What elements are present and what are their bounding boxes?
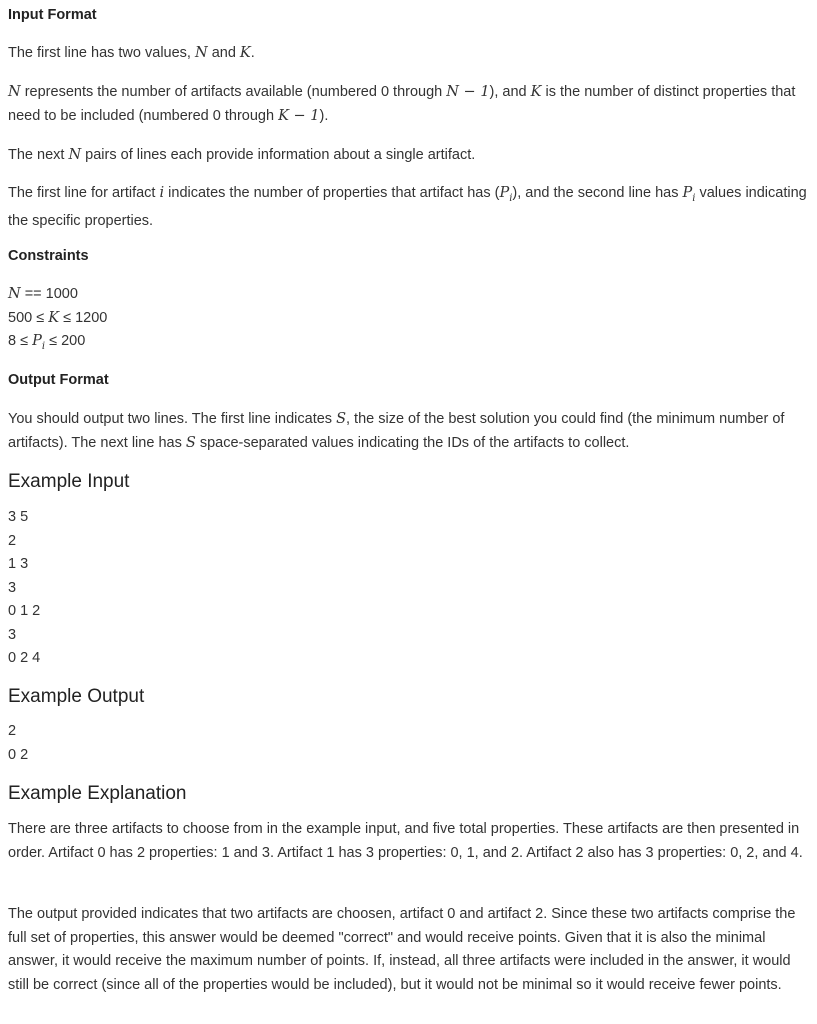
- math-subscript-i: i: [509, 192, 513, 204]
- constraint-k: [8, 307, 107, 331]
- input-first-line-paragraph: [8, 42, 255, 66]
- example-input-line: 1 3: [8, 556, 29, 572]
- artifact-lines-paragraph: [8, 182, 808, 234]
- math-k: K: [239, 45, 251, 61]
- text: indicates the number of properties that artifact has (: [164, 185, 500, 201]
- math-k: K: [530, 84, 542, 100]
- text: == 1000: [20, 286, 78, 302]
- example-input-line: 2: [8, 532, 17, 549]
- text: ), and: [489, 84, 531, 100]
- example-input-line: 0 1 2: [8, 603, 41, 619]
- text: and: [207, 45, 240, 61]
- text: The first line for artifact: [8, 185, 160, 201]
- math-n: N: [8, 84, 21, 100]
- text: ≤ 1200: [59, 309, 108, 326]
- math-s: S: [185, 434, 196, 451]
- text: , the size of the best solution you could find (the minimum number of artifacts). The next line has: [8, 411, 785, 451]
- text: You should output two lines. The first line indicates: [8, 411, 337, 427]
- constraint-p: [8, 330, 107, 358]
- math-n: N: [8, 286, 21, 302]
- constraint-n: [8, 283, 107, 307]
- example-output-line: 0 2: [8, 746, 29, 763]
- text: values indicating the specific properties.: [8, 185, 807, 230]
- math-n-minus-1: N − 1: [446, 84, 490, 100]
- text: space-separated values indicating the IDs of the artifacts to collect.: [195, 434, 630, 451]
- example-explanation-heading: Example Explanation: [8, 783, 187, 804]
- text: 8 ≤: [8, 333, 33, 349]
- n-represents-paragraph: [8, 81, 798, 128]
- output-format-paragraph: [8, 408, 803, 455]
- text: ≤ 200: [45, 333, 86, 349]
- text: .: [250, 45, 255, 61]
- math-p: P: [499, 185, 510, 201]
- text: The next: [8, 147, 69, 163]
- output-format-heading: Output Format: [8, 372, 109, 388]
- text: The first line has two values,: [8, 45, 195, 61]
- math-subscript-i: i: [692, 192, 696, 204]
- constraints-list: [8, 283, 107, 358]
- example-output-heading: Example Output: [8, 686, 145, 707]
- input-format-heading: Input Format: [8, 7, 97, 23]
- example-input-line: 3: [8, 626, 17, 643]
- math-subscript-i: i: [41, 340, 46, 352]
- next-n-paragraph: [8, 144, 475, 168]
- explanation-paragraph-2: The output provided indicates that two artifacts are choosen, artifact 0 and artifact 2. Since these two artifacts comprise the full set of properties, this answer would be deemed "correct" and would receive points. Given that it is also the minimal answer, it would receive the maximum number of points. If, instead, all three artifacts were included in the answer, it would still be correct (since all of the properties would be included), but it would not be minimal so it would receive fewer points.: [8, 906, 796, 993]
- math-k-minus-1: K − 1: [278, 107, 320, 124]
- example-input-line: 3 5: [8, 509, 29, 525]
- explanation-paragraph-1: There are three artifacts to choose from in the example input, and five total properties. These artifacts are then presented in order. Artifact 0 has 2 properties: 1 and 3. Artifact 1 has 3 properties: 0, 1, and 2. Artifact 2 also has 3 properties: 0, 2, and 4.: [8, 821, 803, 861]
- example-input-heading: Example Input: [8, 471, 130, 492]
- text: 500 ≤: [8, 309, 49, 326]
- example-output-line: 2: [8, 723, 17, 739]
- text: ), and the second line has: [512, 185, 683, 201]
- math-p: P: [682, 185, 693, 201]
- example-input-line: 0 2 4: [8, 650, 41, 666]
- example-output-block: [8, 720, 28, 767]
- math-p: P: [32, 333, 42, 349]
- text: ).: [319, 107, 329, 124]
- text: is the number of distinct properties that need to be included (numbered 0 through: [8, 84, 796, 124]
- constraints-heading: Constraints: [8, 248, 89, 264]
- text: represents the number of artifacts available (numbered 0 through: [20, 84, 447, 100]
- math-s: S: [336, 411, 346, 427]
- example-input-line: 3: [8, 579, 17, 596]
- example-input-block: [8, 506, 40, 671]
- math-k: K: [48, 309, 60, 326]
- math-n: N: [68, 147, 82, 163]
- math-n: N: [194, 45, 208, 61]
- math-i: i: [159, 185, 165, 201]
- text: pairs of lines each provide information about a single artifact.: [81, 147, 476, 163]
